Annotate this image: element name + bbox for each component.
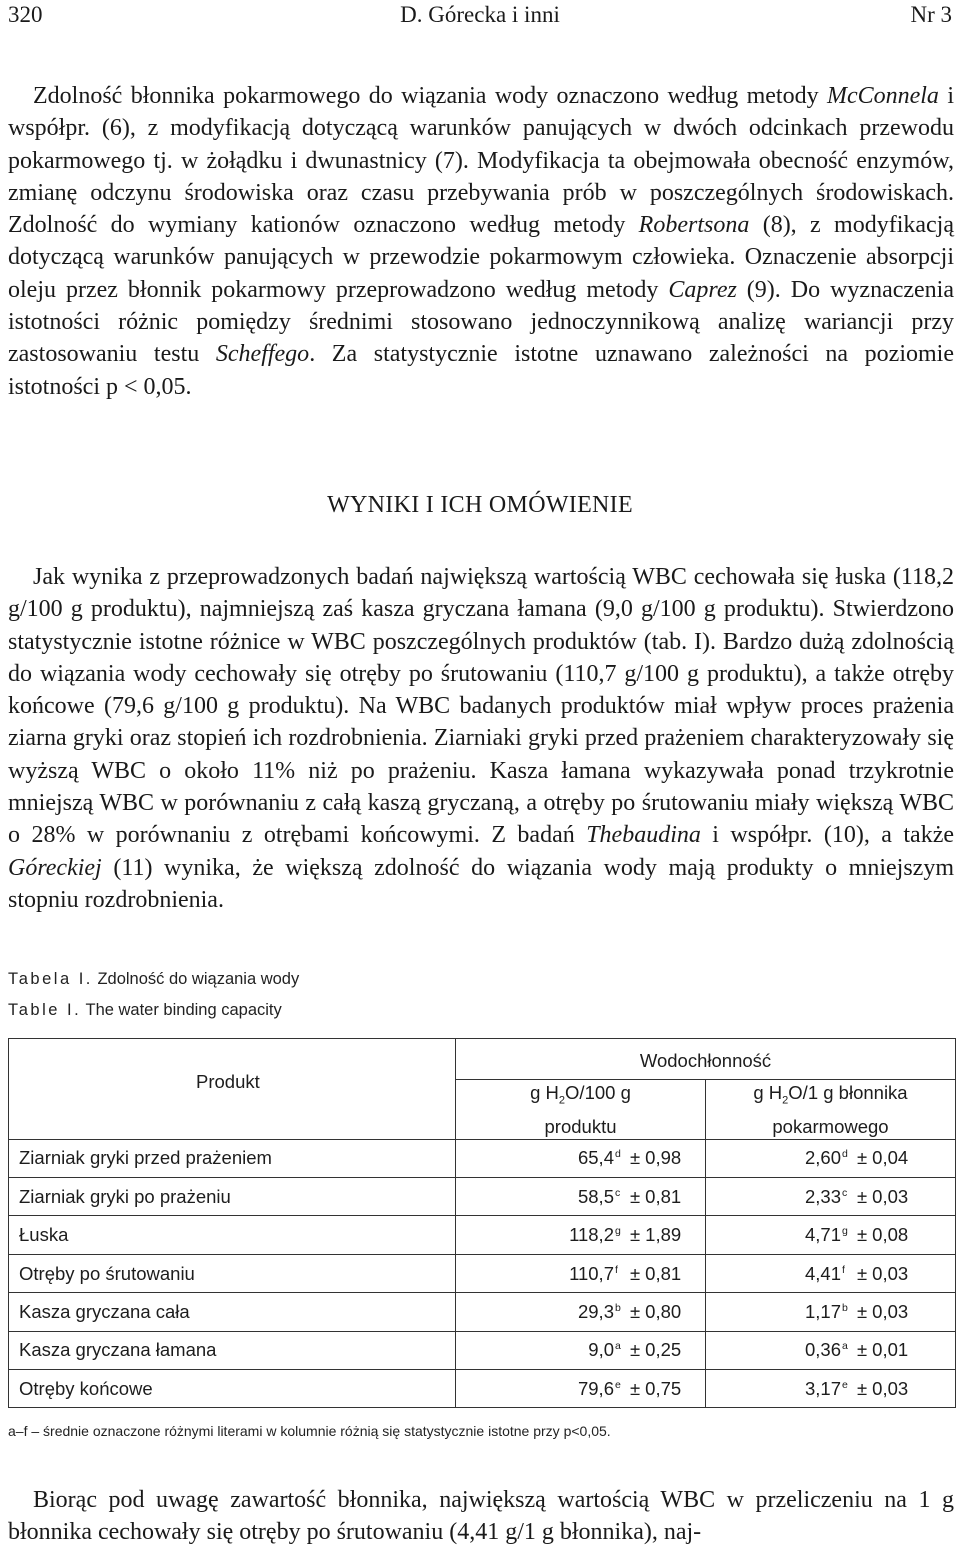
table-row [9, 1216, 956, 1254]
italic-name: Robertsona [638, 212, 750, 239]
italic-name: McConnela [826, 83, 939, 109]
wbc-per-1g-fibre-cell [706, 1254, 956, 1292]
table-row [9, 1331, 956, 1369]
mean-value: 2,33 [804, 1185, 841, 1207]
wbc-per-100g-cell [456, 1370, 706, 1408]
column-header-per-1g-fibre: g $H_2O/1$ g błonnika pokarmowego [706, 1080, 956, 1140]
product-name: Ziarniak gryki po prażeniu [9, 1178, 456, 1216]
significance-letter: f [842, 1263, 845, 1276]
wbc-per-100g-cell [456, 1216, 706, 1254]
product-name: Otręby po śrutowaniu [9, 1254, 456, 1292]
mean-value: 58,5 [577, 1185, 614, 1207]
water-binding-table [8, 1038, 955, 1408]
wbc-per-1g-fibre-cell [706, 1178, 956, 1216]
methods-paragraph [8, 80, 954, 403]
mean-value: 0,36 [804, 1339, 841, 1361]
std-deviation: 0,03 [872, 1377, 909, 1399]
plus-minus-sign: ± [630, 1185, 641, 1207]
plus-minus-sign: ± [630, 1300, 641, 1322]
significance-letter: g [842, 1225, 848, 1238]
plus-minus-sign: ± [857, 1224, 868, 1246]
paragraph-text [8, 561, 954, 916]
wbc-per-100g-cell [456, 1178, 706, 1216]
plus-minus-sign: ± [857, 1339, 868, 1361]
italic-name: Góreckiej [8, 854, 102, 881]
column-header-product: Produkt [9, 1039, 456, 1140]
mean-value: 2,60 [804, 1147, 841, 1169]
plus-minus-sign: ± [630, 1147, 641, 1169]
std-deviation: 0,25 [645, 1339, 682, 1361]
text-run: (9). Do wyznaczenia istotności różnic pomiędzy średnimi stosowano jednoczynnikową analizę wariancji przy zastosowaniu testu [8, 276, 955, 368]
significance-letter: c [615, 1186, 621, 1199]
mean-value: 3,17 [804, 1377, 841, 1399]
plus-minus-sign: ± [857, 1185, 868, 1207]
page-number: 320 [8, 2, 43, 27]
mean-value: 79,6 [577, 1377, 614, 1399]
std-deviation: 0,04 [872, 1147, 909, 1169]
mean-value: 65,4 [577, 1147, 614, 1169]
significance-letter: b [842, 1301, 848, 1314]
plus-minus-sign: ± [630, 1339, 641, 1361]
wbc-per-1g-fibre-cell [706, 1139, 956, 1177]
significance-letter: c [842, 1186, 848, 1199]
product-name: Kasza gryczana cała [9, 1293, 456, 1331]
mean-value: 1,17 [804, 1300, 841, 1322]
wbc-per-100g-cell [456, 1254, 706, 1292]
wbc-per-100g-cell [456, 1293, 706, 1331]
std-deviation: 0,81 [645, 1262, 682, 1284]
table-label: Table I. [8, 1001, 82, 1019]
product-name: Ziarniak gryki przed prażeniem [9, 1139, 456, 1177]
table-footnote: a–f – średnie oznaczone różnymi literami w kolumnie różnią się statystycznie istotne przy p<0,05. [8, 1423, 611, 1439]
text-run: . Za statystycznie istotne uznawano zależności na poziomie istotności p < 0,05. [8, 341, 954, 400]
table-title: The water binding capacity [81, 1001, 282, 1019]
wbc-per-1g-fibre-cell [706, 1370, 956, 1408]
column-header-per-100g: g $H_2O/100$ g produktu [456, 1080, 706, 1140]
significance-letter: d [842, 1148, 848, 1161]
plus-minus-sign: ± [630, 1377, 641, 1399]
wbc-per-1g-fibre-cell [706, 1293, 956, 1331]
table-title: Zdolność do wiązania wody [92, 970, 300, 988]
mean-value: 110,7 [569, 1262, 614, 1284]
std-deviation: 0,03 [872, 1262, 909, 1284]
italic-name: Scheffego [215, 341, 310, 368]
significance-letter: a [842, 1340, 848, 1353]
mean-value: 118,2 [569, 1224, 614, 1246]
issue-number: Nr 3 [910, 2, 952, 27]
mean-value: 9,0 [588, 1339, 614, 1361]
table-row [9, 1293, 956, 1331]
significance-letter: f [615, 1263, 618, 1276]
results-paragraph [8, 561, 954, 916]
significance-letter: a [615, 1340, 621, 1353]
std-deviation: 0,01 [872, 1339, 909, 1361]
running-header [8, 2, 952, 30]
plus-minus-sign: ± [857, 1147, 868, 1169]
table-label: Tabela I. [8, 970, 93, 988]
table-row [9, 1254, 956, 1292]
table-caption-polish [8, 970, 299, 989]
italic-name: Caprez [668, 276, 737, 303]
plus-minus-sign: ± [630, 1224, 641, 1246]
continuation-paragraph [8, 1484, 954, 1549]
significance-letter: d [615, 1148, 621, 1161]
text-run: Biorąc pod uwagę zawartość błonnika, największą wartością WBC w przeliczeniu na 1 g błonnika cechowały się otręby po śrutowaniu (4,41 g/1 g błonnika), naj- [8, 1487, 954, 1546]
mean-value: 29,3 [577, 1300, 614, 1322]
text-run: (11) wynika, że większą zdolność do wiązania wody mają produkty o mniejszym stopniu rozdrobnienia. [8, 854, 954, 913]
significance-letter: e [615, 1378, 621, 1391]
paragraph-text [8, 1484, 954, 1549]
std-deviation: 0,75 [645, 1377, 682, 1399]
text-run: i współpr. (6), z modyfikacją dotyczącą warunków panujących w dwóch odcinkach przewodu pokarmowego tj. w żołądku i dwunastnicy (7). Modyfikacja ta obejmowała obecność enzymów, zmianę odczynu środowiska oraz czasu przebywania prób w poszczególnych środowiskach. Zdolność do wymiany kationów oznaczono według metody [8, 83, 954, 239]
std-deviation: 0,03 [872, 1185, 909, 1207]
product-name: Kasza gryczana łamana [9, 1331, 456, 1369]
table-row [9, 1139, 956, 1177]
significance-letter: b [615, 1301, 621, 1314]
std-deviation: 0,98 [645, 1147, 682, 1169]
wbc-per-1g-fibre-cell [706, 1216, 956, 1254]
text-run: i współpr. (10), a także [700, 822, 955, 849]
section-heading: WYNIKI I ICH OMÓWIENIE [327, 492, 633, 518]
mean-value: 4,41 [804, 1262, 841, 1284]
std-deviation: 0,80 [645, 1300, 682, 1322]
table-caption-english [8, 1001, 282, 1020]
plus-minus-sign: ± [630, 1262, 641, 1284]
std-deviation: 1,89 [645, 1224, 682, 1246]
italic-name: Thebaudina [586, 822, 701, 849]
paragraph-text [8, 80, 954, 403]
table-row [9, 1178, 956, 1216]
std-deviation: 0,08 [872, 1224, 909, 1246]
running-header-authors: D. Górecka i inni [400, 2, 560, 27]
std-deviation: 0,03 [872, 1300, 909, 1322]
product-name: Łuska [9, 1216, 456, 1254]
significance-letter: g [615, 1225, 621, 1238]
plus-minus-sign: ± [857, 1300, 868, 1322]
wbc-per-100g-cell [456, 1139, 706, 1177]
table-row [9, 1370, 956, 1408]
std-deviation: 0,81 [645, 1185, 682, 1207]
text-run: Jak wynika z przeprowadzonych badań największą wartością WBC cechowała się łuska (118,2 g/100 g produktu), najmniejszą zaś kasza gryczana łamana (9,0 g/100 g produktu). Stwierdzono statystycznie istotne różnice w WBC poszczególnych produktów (tab. I). Bardzo dużą zdolnością do wiązania wody cechowały się otręby po śrutowaniu (110,7 g/100 g produktu), a także otręby końcowe (79,6 g/100 g produktu). Na WBC badanych produktów miał wpływ proces prażenia ziarna gryki oraz stopień ich rozdrobnienia. Ziarniaki gryki przed prażeniem charakteryzowały się wyższą WBC o około 11% niż po prażeniu. Kasza łamana wykazywała ponad trzykrotnie mniejszą WBC w porównaniu z całą kaszą gryczaną, a otręby po śrutowaniu miały większą WBC o 28% w porównaniu z otrębami końcowymi. Z badań [8, 564, 954, 849]
product-name: Otręby końcowe [9, 1370, 456, 1408]
plus-minus-sign: ± [857, 1262, 868, 1284]
text-run: Zdolność błonnika pokarmowego do wiązania wody oznaczono według metody [33, 83, 827, 109]
significance-letter: e [842, 1378, 848, 1391]
column-group-header: Wodochłonność [456, 1039, 956, 1080]
mean-value: 4,71 [804, 1224, 841, 1246]
plus-minus-sign: ± [857, 1377, 868, 1399]
table-body [9, 1139, 956, 1408]
text-run: (8), z modyfikacją dotyczącą warunków panujących w przewodzie pokarmowym człowieka. Oznaczenie absorpcji oleju przez błonnik pokarmowy przeprowadzono według metody [8, 212, 954, 303]
wbc-per-100g-cell [456, 1331, 706, 1369]
wbc-per-1g-fibre-cell [706, 1331, 956, 1369]
